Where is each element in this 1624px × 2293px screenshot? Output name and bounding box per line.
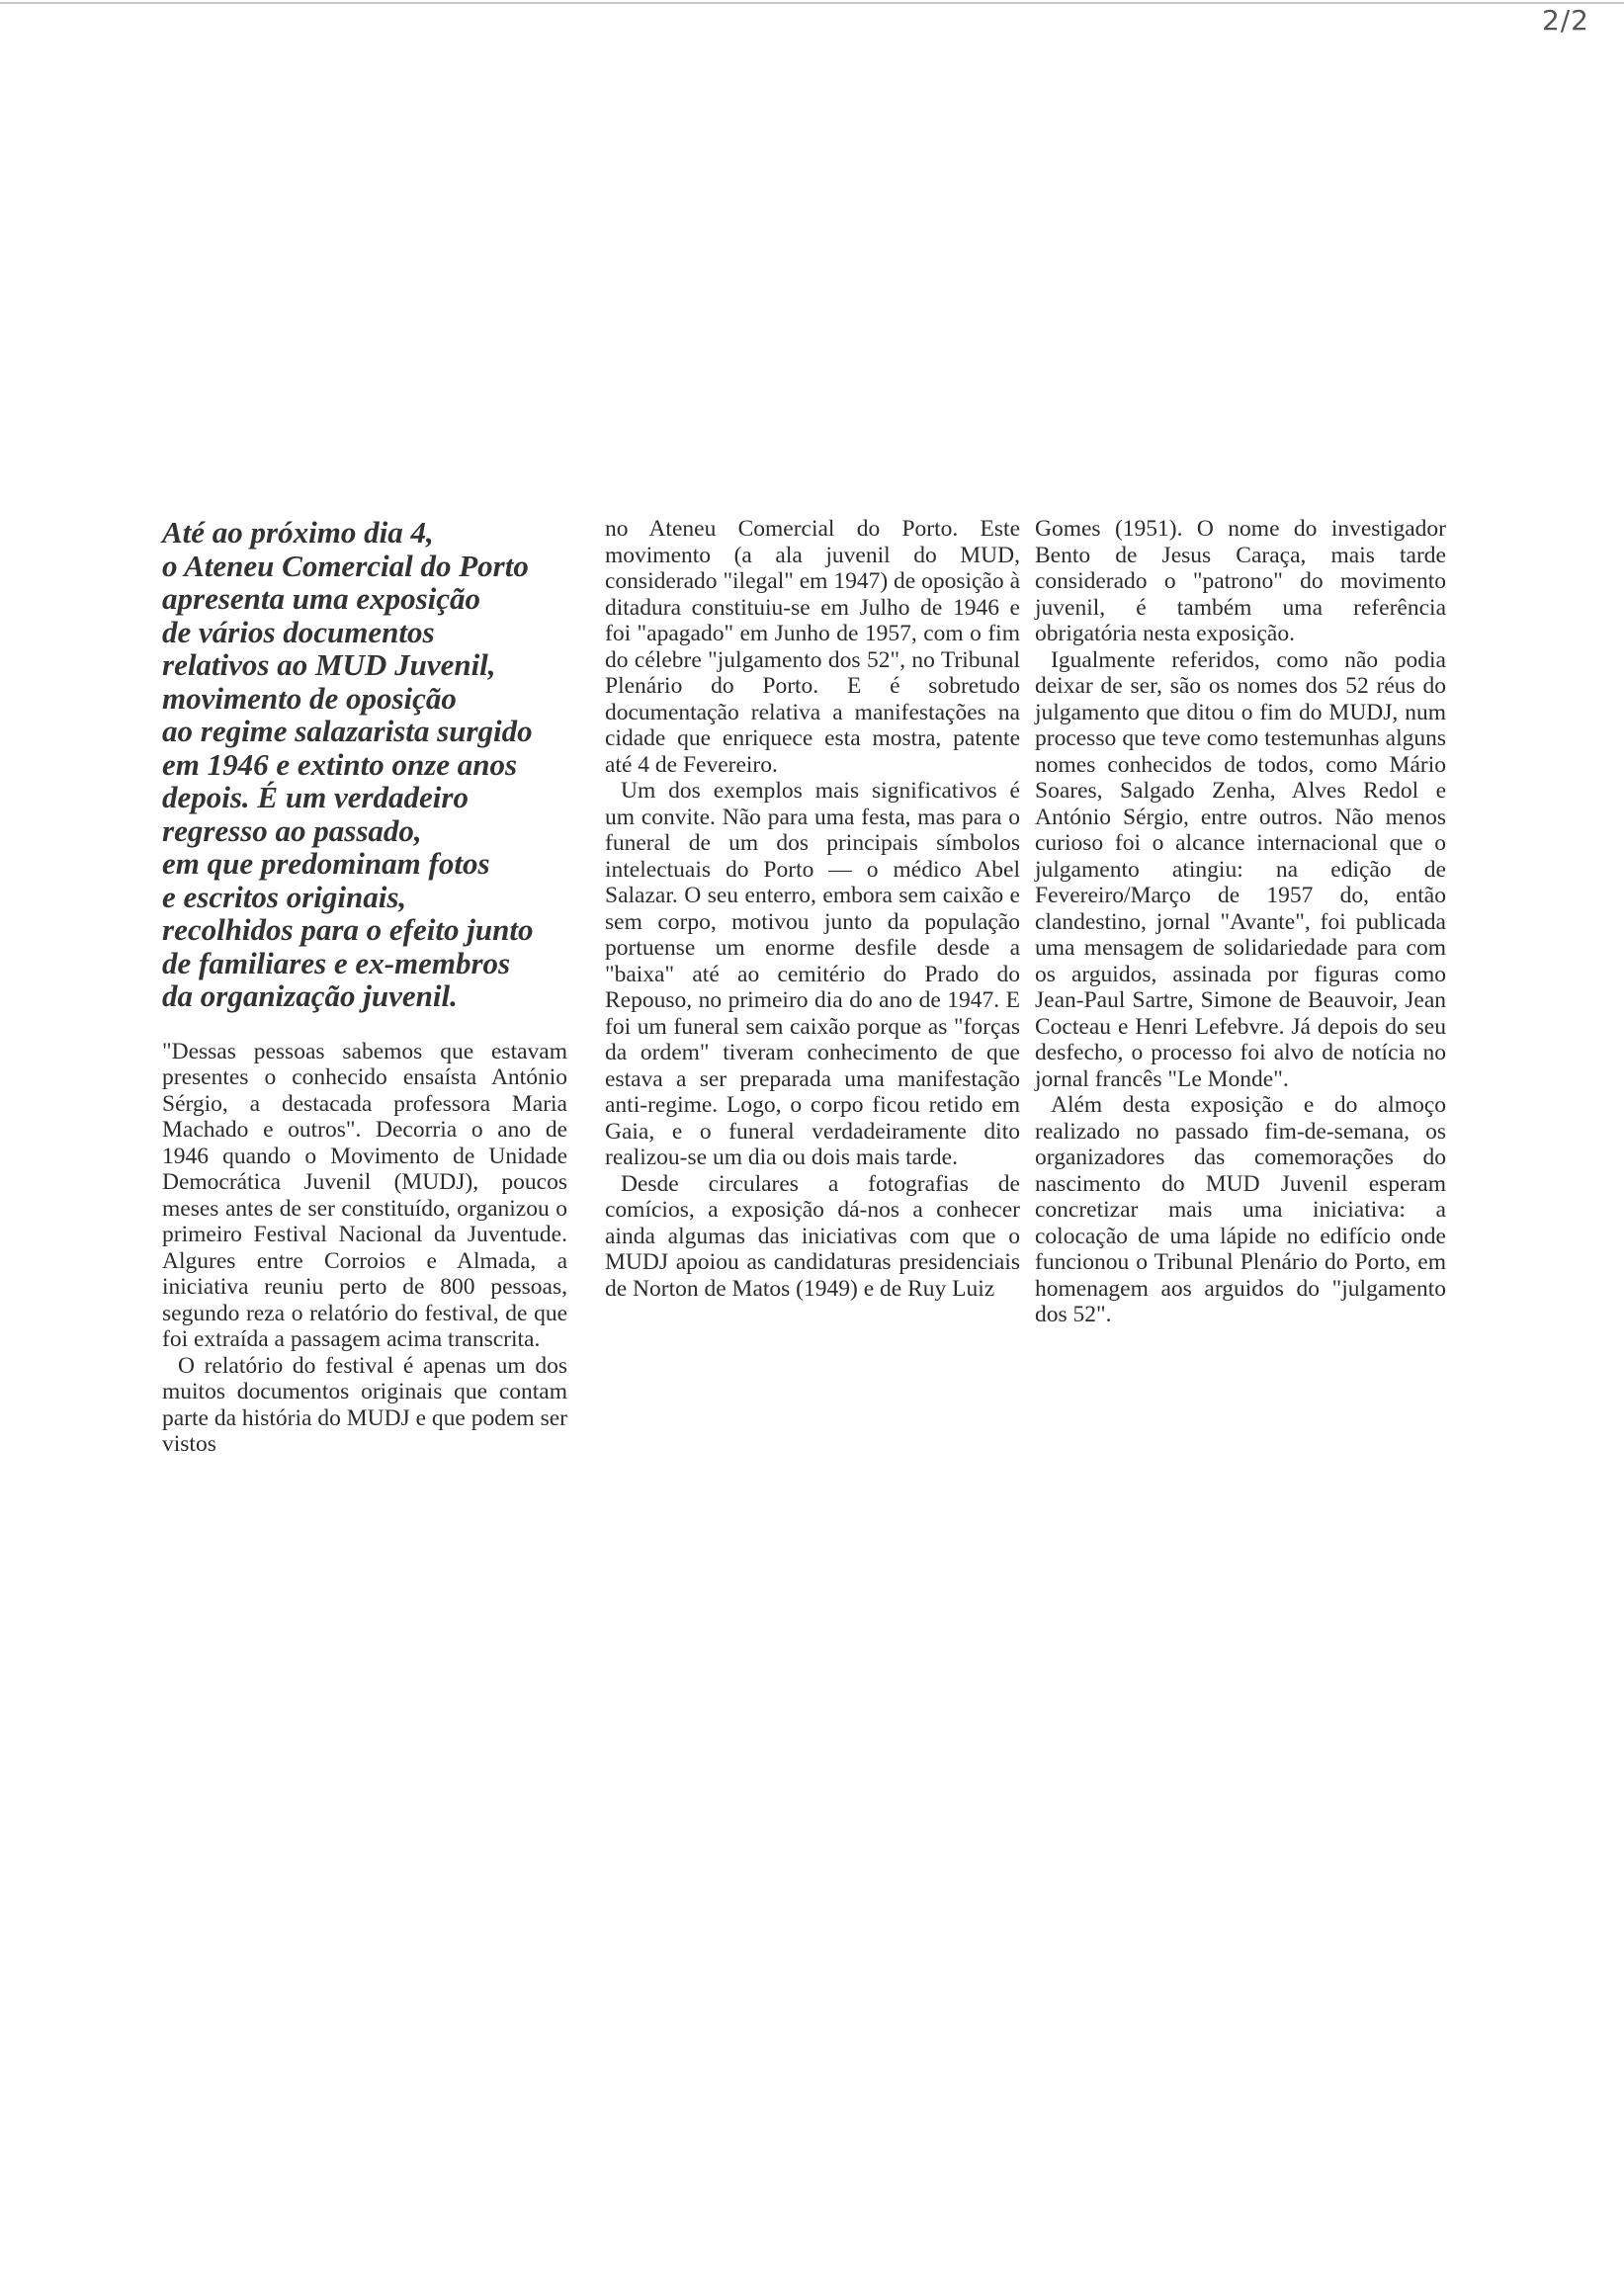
body-paragraph: Um dos exemplos mais significativos é um convite. Não para uma festa, mas para o funeral de um dos principais símbolos intelectuais do Porto — o médico Abel Salazar. O seu enterro, embora sem caixão e sem corpo, motivou junto da população portuense um enorme desfile desde a "baixa" até ao cemitério do Prado do Repouso, no primeiro dia do ano de 1947. E foi um funeral sem caixão porque as "forças da ordem" tiveram conhecimento de que estava a ser preparada uma manifestação anti-regime. Logo, o corpo ficou retido em Gaia, e o funeral verdadeiramente dito realizou-se um dia ou dois mais tarde. [605,778,1020,1170]
top-rule [0,2,1624,4]
lead-line: regresso ao passado, [162,812,422,848]
article-column-2 [605,516,1020,1302]
body-paragraph: no Ateneu Comercial do Porto. Este movimento (a ala juvenil do MUD, considerado "ilegal" em 1947) de oposição à ditadura constituiu-se em Julho de 1946 e foi "apagado" em Junho de 1957, com o fim do célebre "julgamento dos 52", no Tribunal Plenário do Porto. E é sobretudo documentação relativa a manifestações na cidade que enriquece esta mostra, patente até 4 de Fevereiro. [605,516,1020,778]
lead-line: apresenta uma exposição [162,581,481,616]
lead-line: em 1946 e extinto onze anos [162,746,518,782]
lead-line: de familiares e ex-membros [162,945,511,980]
body-paragraph: Igualmente referidos, como não podia deixar de ser, são os nomes dos 52 réus do julgamento que ditou o fim do MUDJ, num processo que teve como testemunhas alguns nomes conhecidos de todos, como Mário Soares, Salgado Zenha, Alves Redol e António Sérgio, entre outros. Não menos curioso foi o alcance internacional que o julgamento atingiu: na edição de Fevereiro/Março de 1957 do, então clandestino, jornal "Avante", foi publicada uma mensagem de solidariedade para com os arguidos, assinada por figuras como Jean-Paul Sartre, Simone de Beauvoir, Jean Cocteau e Henri Lefebvre. Já depois do seu desfecho, o processo foi alvo de notícia no jornal francês "Le Monde". [1035,646,1446,1092]
body-paragraph: Desde circulares a fotografias de comícios, a exposição dá-nos a conhecer ainda algumas das iniciativas com que o MUDJ apoiou as candidaturas presidenciais de Norton de Matos (1949) e de Ruy Luiz [605,1170,1020,1302]
article-lead [162,516,567,1013]
article-column-3 [1035,516,1446,1328]
body-paragraph: Além desta exposição e do almoço realizado no passado fim-de-semana, os organizadores das comemorações do nascimento do MUD Juvenil esperam concretizar mais uma iniciativa: a colocação de uma lápide no edifício onde funcionou o Tribunal Plenário do Porto, em homenagem aos arguidos do "julgamento dos 52". [1035,1092,1446,1327]
lead-line: da organização juvenil. [162,978,458,1013]
lead-line: relativos ao MUD Juvenil, [162,647,496,682]
lead-line: movimento de oposição [162,680,457,716]
lead-line: o Ateneu Comercial do Porto [162,548,529,583]
body-paragraph: Gomes (1951). O nome do investigador Bento de Jesus Caraça, mais tarde considerado o "patrono" do movimento juvenil, é também uma referência obrigatória nesta exposição. [1035,516,1446,646]
page-number: 2/2 [1541,4,1589,37]
lead-line: ao regime salazarista surgido [162,714,533,748]
lead-line: de vários documentos [162,614,435,649]
lead-line: recolhidos para o efeito junto [162,912,534,947]
lead-line: depois. É um verdadeiro [162,780,469,814]
lead-line: Até ao próximo dia 4, [162,515,434,550]
body-paragraph: O relatório do festival é apenas um dos muitos documentos originais que contam parte da história do MUDJ e que podem ser vistos [162,1352,567,1457]
body-paragraph: "Dessas pessoas sabemos que estavam presentes o conhecido ensaísta António Sérgio, a destacada professora Maria Machado e outros". Decorria o ano de 1946 quando o Movimento de Unidade Democrática Juvenil (MUDJ), poucos meses antes de ser constituído, organizou o primeiro Festival Nacional da Juventude. Algures entre Corroios e Almada, a iniciativa reuniu perto de 800 pessoas, segundo reza o relatório do festival, de que foi extraída a passagem acima transcrita. [162,1038,567,1352]
article-column-1 [162,516,567,1458]
lead-line: em que predominam fotos [162,846,490,881]
lead-line: e escritos originais, [162,879,407,914]
